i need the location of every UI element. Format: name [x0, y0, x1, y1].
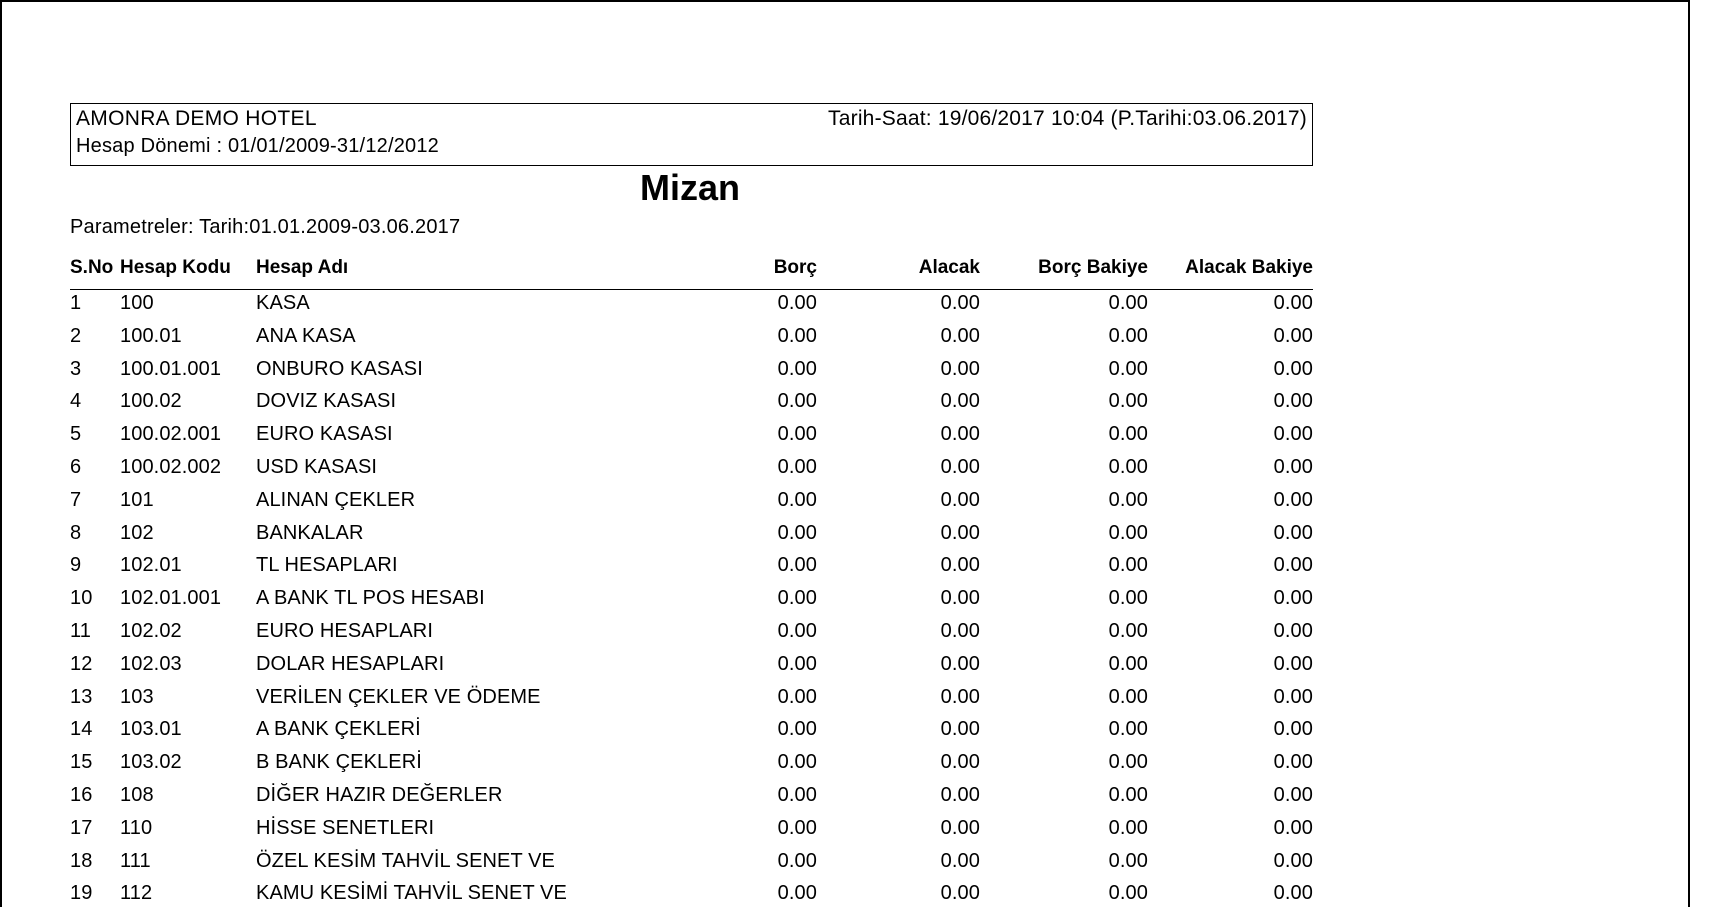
row-borc: 0.00 [777, 292, 817, 314]
table-body [70, 292, 1313, 915]
row-alacak: 0.00 [940, 357, 980, 380]
column-header-borc: Borç [773, 257, 817, 278]
row-borc-bakiye: 0.00 [1108, 783, 1148, 806]
row-borc: 0.00 [777, 521, 817, 544]
row-no: 6 [70, 455, 82, 478]
row-code: 112 [120, 882, 153, 905]
row-code: 100.02.002 [120, 455, 222, 478]
row-alacak: 0.00 [940, 882, 980, 905]
row-borc-bakiye: 0.00 [1108, 718, 1148, 741]
row-alacak-bakiye: 0.00 [1273, 554, 1313, 577]
row-no: 2 [70, 324, 82, 347]
row-alacak-bakiye: 0.00 [1273, 521, 1313, 544]
table-row [70, 390, 1313, 423]
row-borc-bakiye: 0.00 [1108, 390, 1148, 413]
row-alacak: 0.00 [940, 554, 980, 577]
row-name: ÖZEL KESİM TAHVİL SENET VE [256, 849, 555, 872]
row-alacak-bakiye: 0.00 [1273, 783, 1313, 806]
row-borc: 0.00 [777, 390, 817, 413]
row-no: 3 [70, 357, 82, 380]
row-alacak: 0.00 [940, 751, 980, 774]
viewer-background [1690, 0, 1726, 907]
row-name: A BANK TL POS HESABI [256, 587, 485, 610]
column-header-alacak: Alacak [918, 257, 980, 278]
row-borc-bakiye: 0.00 [1108, 652, 1148, 675]
row-no: 16 [70, 783, 93, 806]
row-borc: 0.00 [777, 423, 817, 446]
row-name: USD KASASI [256, 455, 378, 478]
row-no: 5 [70, 423, 82, 446]
row-code: 100.02 [120, 390, 182, 413]
report-header-box [70, 103, 1313, 166]
table-row [70, 653, 1313, 686]
row-no: 10 [70, 587, 93, 610]
row-borc: 0.00 [777, 554, 817, 577]
row-alacak-bakiye: 0.00 [1273, 882, 1313, 905]
table-header [70, 257, 1313, 290]
row-code: 100 [120, 292, 154, 314]
column-header-no: S.No [70, 257, 114, 278]
row-code: 102.01 [120, 554, 182, 577]
row-alacak: 0.00 [940, 423, 980, 446]
row-name: HİSSE SENETLERI [256, 816, 435, 839]
row-borc: 0.00 [777, 882, 817, 905]
report-parameters: Parametreler: Tarih:01.01.2009-03.06.2017 [70, 216, 461, 238]
table-row [70, 325, 1313, 358]
row-alacak: 0.00 [940, 455, 980, 478]
row-borc-bakiye: 0.00 [1108, 423, 1148, 446]
row-no: 15 [70, 751, 93, 774]
row-no: 1 [70, 292, 82, 314]
row-borc: 0.00 [777, 587, 817, 610]
row-code: 102.02 [120, 619, 182, 642]
row-code: 108 [120, 783, 154, 806]
row-code: 100.01 [120, 324, 182, 347]
row-name: A BANK ÇEKLERİ [256, 718, 421, 741]
row-name: ONBURO KASASI [256, 357, 423, 380]
row-alacak: 0.00 [940, 685, 980, 708]
table-row [70, 850, 1313, 883]
row-alacak-bakiye: 0.00 [1273, 652, 1313, 675]
row-alacak: 0.00 [940, 783, 980, 806]
row-code: 111 [120, 849, 151, 872]
row-borc-bakiye: 0.00 [1108, 685, 1148, 708]
row-name: DOLAR HESAPLARI [256, 652, 445, 675]
row-alacak-bakiye: 0.00 [1273, 423, 1313, 446]
row-no: 11 [70, 619, 91, 642]
row-no: 13 [70, 685, 93, 708]
row-code: 101 [120, 488, 154, 511]
row-alacak: 0.00 [940, 292, 980, 314]
table-row [70, 554, 1313, 587]
table-row [70, 522, 1313, 555]
row-no: 9 [70, 554, 82, 577]
row-borc: 0.00 [777, 619, 817, 642]
row-borc: 0.00 [777, 685, 817, 708]
row-no: 8 [70, 521, 82, 544]
row-borc-bakiye: 0.00 [1108, 324, 1148, 347]
row-name: VERİLEN ÇEKLER VE ÖDEME [256, 685, 541, 708]
row-borc: 0.00 [777, 718, 817, 741]
table-row [70, 620, 1313, 653]
row-alacak-bakiye: 0.00 [1273, 390, 1313, 413]
row-borc-bakiye: 0.00 [1108, 619, 1148, 642]
row-name: DOVIZ KASASI [256, 390, 397, 413]
row-alacak: 0.00 [940, 619, 980, 642]
row-code: 103.01 [120, 718, 182, 741]
row-borc: 0.00 [777, 488, 817, 511]
table-row [70, 718, 1313, 751]
row-code: 103.02 [120, 751, 182, 774]
column-header-borc-bakiye: Borç Bakiye [1038, 257, 1148, 278]
row-borc-bakiye: 0.00 [1108, 882, 1148, 905]
row-borc: 0.00 [777, 357, 817, 380]
row-borc: 0.00 [777, 751, 817, 774]
row-alacak-bakiye: 0.00 [1273, 455, 1313, 478]
table-row [70, 817, 1313, 850]
row-borc-bakiye: 0.00 [1108, 587, 1148, 610]
row-name: KAMU KESİMİ TAHVİL SENET VE [256, 882, 567, 905]
row-name: EURO HESAPLARI [256, 619, 434, 642]
row-alacak: 0.00 [940, 390, 980, 413]
row-name: BANKALAR [256, 521, 364, 544]
row-alacak-bakiye: 0.00 [1273, 849, 1313, 872]
row-borc: 0.00 [777, 652, 817, 675]
row-alacak-bakiye: 0.00 [1273, 324, 1313, 347]
row-name: TL HESAPLARI [256, 554, 398, 577]
row-alacak-bakiye: 0.00 [1273, 751, 1313, 774]
column-header-name: Hesap Adı [256, 257, 349, 278]
row-no: 17 [70, 816, 93, 839]
row-alacak: 0.00 [940, 587, 980, 610]
row-code: 100.01.001 [120, 357, 222, 380]
row-alacak: 0.00 [940, 849, 980, 872]
row-no: 7 [70, 488, 82, 511]
row-alacak: 0.00 [940, 488, 980, 511]
row-name: ANA KASA [256, 324, 356, 347]
row-code: 103 [120, 685, 154, 708]
row-borc: 0.00 [777, 324, 817, 347]
row-borc-bakiye: 0.00 [1108, 521, 1148, 544]
column-header-code: Hesap Kodu [120, 257, 231, 278]
row-alacak: 0.00 [940, 816, 980, 839]
row-alacak: 0.00 [940, 324, 980, 347]
table-row [70, 751, 1313, 784]
table-row [70, 587, 1313, 620]
row-no: 19 [70, 882, 93, 905]
report-title: Mizan [639, 167, 740, 208]
row-borc-bakiye: 0.00 [1108, 751, 1148, 774]
table-row [70, 882, 1313, 915]
row-code: 102.03 [120, 652, 182, 675]
table-row [70, 358, 1313, 391]
table-row [70, 423, 1313, 456]
row-alacak-bakiye: 0.00 [1273, 718, 1313, 741]
row-code: 102 [120, 521, 154, 544]
row-name: EURO KASASI [256, 423, 393, 446]
row-borc: 0.00 [777, 816, 817, 839]
row-no: 18 [70, 849, 93, 872]
row-code: 110 [120, 816, 153, 839]
row-borc-bakiye: 0.00 [1108, 357, 1148, 380]
row-no: 4 [70, 390, 82, 413]
row-code: 102.01.001 [120, 587, 222, 610]
row-name: ALINAN ÇEKLER [256, 488, 416, 511]
row-alacak: 0.00 [940, 718, 980, 741]
row-alacak-bakiye: 0.00 [1273, 357, 1313, 380]
row-no: 14 [70, 718, 93, 741]
column-header-alacak-bakiye: Alacak Bakiye [1185, 257, 1313, 278]
row-name: KASA [256, 292, 310, 314]
row-borc-bakiye: 0.00 [1108, 488, 1148, 511]
row-alacak: 0.00 [940, 521, 980, 544]
row-borc-bakiye: 0.00 [1108, 292, 1148, 314]
table-row [70, 784, 1313, 817]
row-borc-bakiye: 0.00 [1108, 455, 1148, 478]
account-period: Hesap Dönemi : 01/01/2009-31/12/2012 [76, 135, 440, 157]
row-code: 100.02.001 [120, 423, 222, 446]
table-row [70, 456, 1313, 489]
row-borc: 0.00 [777, 455, 817, 478]
row-alacak-bakiye: 0.00 [1273, 488, 1313, 511]
row-alacak-bakiye: 0.00 [1273, 292, 1313, 314]
row-alacak: 0.00 [940, 652, 980, 675]
row-alacak-bakiye: 0.00 [1273, 619, 1313, 642]
row-name: B BANK ÇEKLERİ [256, 751, 422, 774]
table-row [70, 292, 1313, 325]
row-name: DİĞER HAZIR DEĞERLER [256, 783, 503, 806]
row-alacak-bakiye: 0.00 [1273, 587, 1313, 610]
row-no: 12 [70, 652, 93, 675]
row-borc: 0.00 [777, 849, 817, 872]
row-borc-bakiye: 0.00 [1108, 816, 1148, 839]
hotel-name: AMONRA DEMO HOTEL [76, 107, 317, 130]
row-alacak-bakiye: 0.00 [1273, 685, 1313, 708]
table-row [70, 489, 1313, 522]
row-borc-bakiye: 0.00 [1108, 554, 1148, 577]
row-borc: 0.00 [777, 783, 817, 806]
table-row [70, 686, 1313, 719]
row-borc-bakiye: 0.00 [1108, 849, 1148, 872]
report-datetime: Tarih-Saat: 19/06/2017 10:04 (P.Tarihi:03.06.2017) [828, 107, 1307, 130]
row-alacak-bakiye: 0.00 [1273, 816, 1313, 839]
